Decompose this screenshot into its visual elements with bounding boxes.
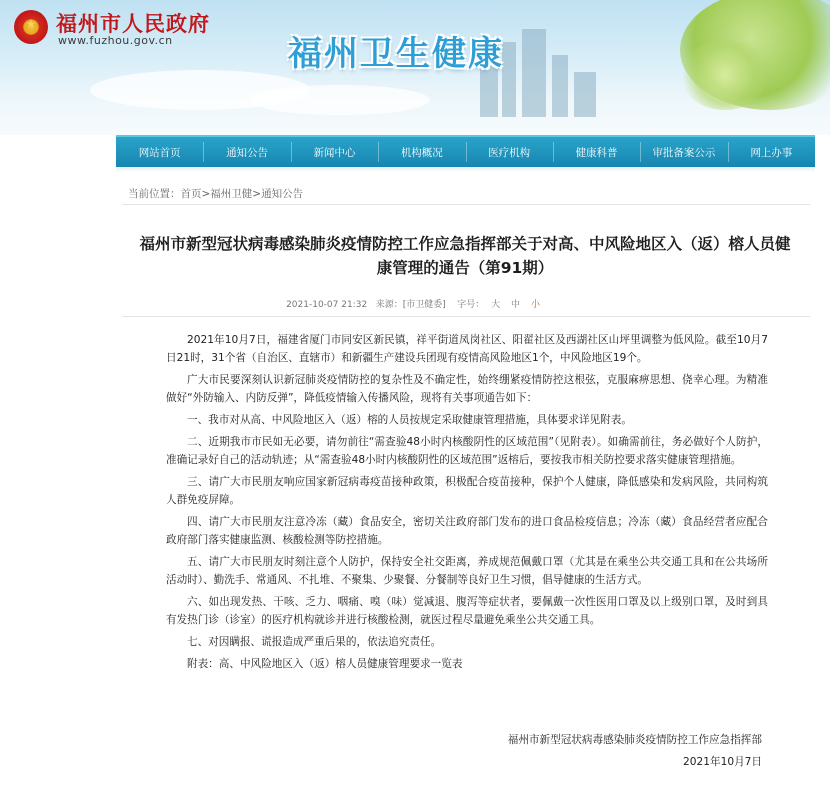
divider [122,204,810,205]
divider [122,316,810,317]
article-meta [0,297,830,310]
main-nav [116,135,815,167]
site-banner [0,0,830,135]
gov-site-name[interactable]: 福州市人民政府 [56,12,210,36]
article-title: 福州市新型冠状病毒感染肺炎疫情防控工作应急指挥部关于对高、中风险地区入（返）榕人员健康管理的通告（第91期） [139,235,791,277]
attachment-link[interactable]: 附表：高、中风险地区入（返）榕人员健康管理要求一览表 [187,658,463,670]
signature-issuer: 福州市新型冠状病毒感染肺炎疫情防控工作应急指挥部 [507,734,762,746]
article-paragraph: 七、对因瞒报、谎报造成严重后果的，依法追究责任。 [187,636,442,648]
nav-shadow [116,167,815,172]
site-title-logo[interactable]: 福州卫生健康 [288,34,504,74]
breadcrumb [128,186,303,201]
font-size-label: 字号： [457,300,485,310]
article-paragraph: 三、请广大市民朋友响应国家新冠病毒疫苗接种政策，积极配合疫苗接种，保护个人健康，降低感染和发病风险，共同构筑人群免疫屏障。 [166,476,768,506]
article-paragraph: 广大市民要深刻认识新冠肺炎疫情防控的复杂性及不确定性，始终绷紧疫情防控这根弦，克服麻痹思想、侥幸心理。为精准做好“外防输入、内防反弹”，降低疫情输入传播风险，现将有关事项通告如下： [166,374,768,404]
nav-item-medical-institutions[interactable]: 医疗机构 [466,137,553,167]
gov-site-url[interactable]: www.fuzhou.gov.cn [58,34,173,47]
article-body [166,331,768,677]
article-paragraph: 四、请广大市民朋友注意冷冻（藏）食品安全，密切关注政府部门发布的进口食品检疫信息；冷冻（藏）食品经营者应配合政府部门落实健康监测、核酸检测等防控措施。 [166,516,768,546]
font-size-medium[interactable]: 中 [511,300,521,310]
font-size-small[interactable]: 小 [530,300,540,310]
nav-item-about[interactable]: 机构概况 [378,137,465,167]
national-emblem-icon[interactable] [14,10,48,44]
article-source: 来源：[市卫健委] [375,300,446,310]
nav-item-news[interactable]: 新闻中心 [291,137,378,167]
nav-item-home[interactable]: 网站首页 [138,146,181,159]
nav-item-approval-publicity[interactable]: 审批备案公示 [640,137,727,167]
publish-datetime: 2021-10-07 21:32 [286,300,368,310]
nav-item-notices[interactable]: 通知公告 [203,137,290,167]
article-paragraph: 五、请广大市民朋友时刻注意个人防护，保持安全社交距离，养成规范佩戴口罩（尤其是在乘坐公共交通工具和在公共场所活动时）、勤洗手、常通风、不扎堆、不聚集、少聚餐、分餐制等良好卫生习惯，倡导健康的生活方式。 [166,556,768,586]
article-paragraph: 2021年10月7日，福建省厦门市同安区新民镇，祥平街道凤岗社区、阳翟社区及西湖社区山坪里调整为低风险。截至10月7日21时，31个省（自治区、直辖市）和新疆生产建设兵团现有疫情高风险地区1个，中风险地区19个。 [166,334,768,364]
article-paragraph: 六、如出现发热、干咳、乏力、咽痛、嗅（味）觉减退、腹泻等症状者，要佩戴一次性医用口罩及以上级别口罩，及时到具有发热门诊（诊室）的医疗机构就诊并进行核酸检测，就医过程尽量避免乘坐公共交通工具。 [166,596,768,626]
breadcrumb-prefix: 当前位置： [128,188,181,200]
nav-item-online-services[interactable]: 网上办事 [728,137,815,167]
article-paragraph: 二、近期我市市民如无必要，请勿前往“需查验48小时内核酸阴性的区域范围”（见附表）。如确需前往，务必做好个人防护，准确记录好自己的活动轨迹；从“需查验48小时内核酸阴性的区域范围”返榕后，要按我市相关防控要求落实健康管理措施。 [166,436,768,466]
nav-item-health-science[interactable]: 健康科普 [553,137,640,167]
tree-decoration [680,40,770,110]
signature-date: 2021年10月7日 [683,756,762,768]
font-size-large[interactable]: 大 [491,300,501,310]
breadcrumb-path[interactable]: 首页>福州卫健>通知公告 [180,188,304,200]
article-paragraph: 一、我市对从高、中风险地区入（返）榕的人员按规定采取健康管理措施，具体要求详见附表。 [187,414,632,426]
cloud-decoration [250,85,430,115]
